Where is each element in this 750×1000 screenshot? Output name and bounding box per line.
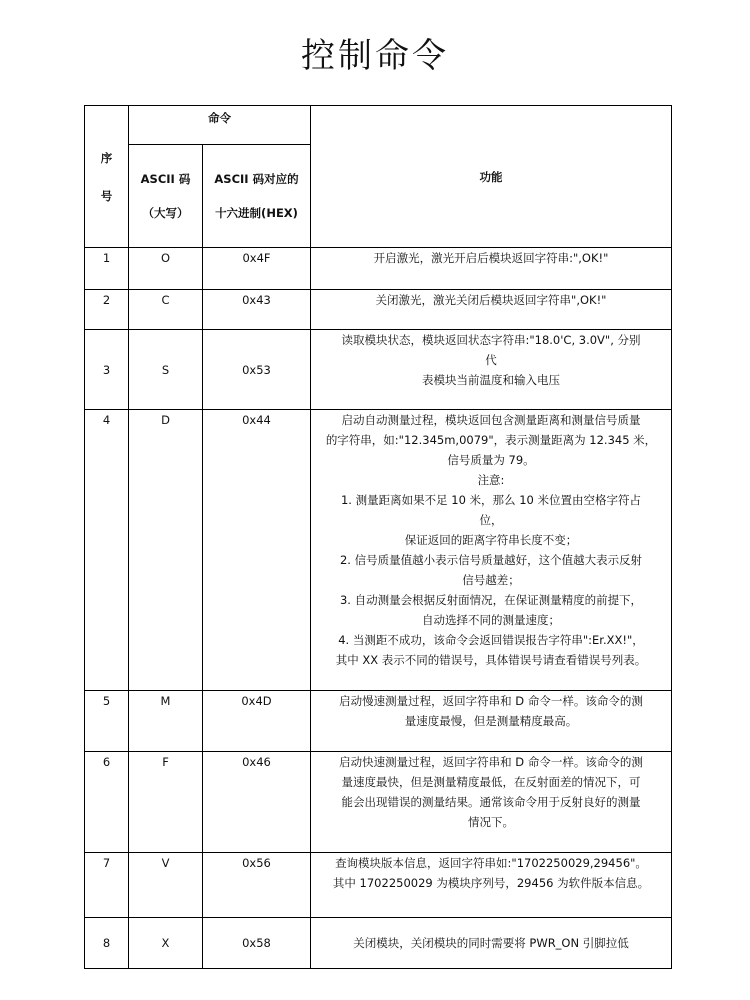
- function-cell: [311, 853, 672, 918]
- function-line: 自动选择不同的测量速度；: [422, 613, 560, 627]
- hex-header-line2: 十六进制(HEX): [215, 206, 298, 220]
- command-header: 命令: [129, 106, 311, 145]
- function-line: 信号质量为 79。: [447, 453, 535, 467]
- function-cell: [311, 918, 672, 969]
- function-cell: [311, 290, 672, 330]
- function-line: 2. 信号质量值越小表示信号质量越好，这个值越大表示反射: [339, 553, 643, 567]
- hex-cell: 0x46: [203, 752, 311, 853]
- hex-header: [203, 145, 311, 248]
- ascii-header-line1: ASCII 码: [140, 172, 191, 186]
- function-cell: [311, 752, 672, 853]
- function-line: 查询模块版本信息，返回字符串如:"1702250029,29456"。: [335, 856, 647, 870]
- table-row: [85, 918, 672, 969]
- function-line: 关闭模块，关闭模块的同时需要将 PWR_ON 引脚拉低: [353, 936, 629, 950]
- function-line: 保证返回的距离字符串长度不变；: [404, 533, 578, 547]
- row-number: 2: [85, 290, 129, 330]
- function-line: 注意:: [477, 473, 505, 487]
- function-cell: [311, 691, 672, 752]
- function-line: 关闭激光，激光关闭后模块返回字符串",OK!": [375, 293, 607, 307]
- table-row: [85, 290, 672, 330]
- function-line: 量速度最快，但是测量精度最低，在反射面差的情况下，可: [341, 775, 641, 789]
- hex-cell: 0x4F: [203, 248, 311, 290]
- table-row: [85, 691, 672, 752]
- hex-cell: 0x53: [203, 330, 311, 410]
- function-line: 启动慢速测量过程，返回字符串和 D 命令一样。该命令的测: [339, 694, 643, 708]
- ascii-header: [129, 145, 203, 248]
- table-row: [85, 330, 672, 410]
- ascii-cell: V: [129, 853, 203, 918]
- function-header: 功能: [311, 106, 672, 248]
- seq-header-top: 序: [100, 150, 113, 165]
- table-row: [85, 248, 672, 290]
- function-cell: [311, 248, 672, 290]
- function-line: 开启激光，激光开启后模块返回字符串:",OK!": [373, 251, 609, 265]
- ascii-cell: M: [129, 691, 203, 752]
- row-number: 4: [85, 410, 129, 691]
- function-line: 1. 测量距离如果不足 10 米，那么 10 米位置由空格字符占: [340, 493, 641, 507]
- ascii-cell: F: [129, 752, 203, 853]
- function-line: 的字符串，如:"12.345m,0079"，表示测量距离为 12.345 米，: [325, 433, 657, 447]
- hex-cell: 0x43: [203, 290, 311, 330]
- function-line: 情况下。: [468, 815, 514, 829]
- ascii-cell: S: [129, 330, 203, 410]
- hex-header-line1: ASCII 码对应的: [214, 172, 299, 186]
- ascii-cell: O: [129, 248, 203, 290]
- ascii-cell: D: [129, 410, 203, 691]
- row-number: 8: [85, 918, 129, 969]
- table-row: [85, 853, 672, 918]
- function-cell: [311, 330, 672, 410]
- function-line: 启动自动测量过程，模块返回包含测量距离和测量信号质量: [341, 413, 641, 427]
- hex-cell: 0x56: [203, 853, 311, 918]
- row-number: 1: [85, 248, 129, 290]
- hex-cell: 0x58: [203, 918, 311, 969]
- function-line: 表模块当前温度和输入电压: [422, 373, 560, 387]
- function-line: 位，: [479, 513, 503, 527]
- table-row: [85, 752, 672, 853]
- seq-header: [85, 106, 129, 248]
- row-number: 5: [85, 691, 129, 752]
- function-line: 其中 XX 表示不同的错误号，具体错误号请查看错误号列表。: [335, 653, 647, 667]
- ascii-cell: C: [129, 290, 203, 330]
- row-number: 6: [85, 752, 129, 853]
- function-line: 其中 1702250029 为模块序列号，29456 为软件版本信息。: [332, 876, 650, 890]
- ascii-cell: X: [129, 918, 203, 969]
- command-table: [84, 105, 672, 969]
- ascii-header-line2: （大写）: [142, 206, 189, 220]
- function-cell: [311, 410, 672, 691]
- hex-cell: 0x4D: [203, 691, 311, 752]
- function-line: 量速度最慢，但是测量精度最高。: [404, 714, 578, 728]
- row-number: 3: [85, 330, 129, 410]
- function-line: 信号越差；: [462, 573, 520, 587]
- function-line: 3. 自动测量会根据反射面情况，在保证测量精度的前提下，: [339, 593, 643, 607]
- page-title: 控制命令: [301, 36, 449, 76]
- header-row-top: [85, 106, 672, 145]
- row-number: 7: [85, 853, 129, 918]
- hex-cell: 0x44: [203, 410, 311, 691]
- seq-header-bottom: 号: [100, 188, 113, 203]
- function-line: 代: [485, 353, 497, 367]
- function-line: 读取模块状态，模块返回状态字符串:"18.0'C, 3.0V", 分别: [341, 333, 641, 347]
- function-line: 4. 当测距不成功，该命令会返回错误报告字符串":Er.XX!"，: [338, 633, 644, 647]
- function-line: 启动快速测量过程，返回字符串和 D 命令一样。该命令的测: [339, 755, 643, 769]
- table-row: [85, 410, 672, 691]
- function-line: 能会出现错误的测量结果。通常该命令用于反射良好的测量: [341, 795, 641, 809]
